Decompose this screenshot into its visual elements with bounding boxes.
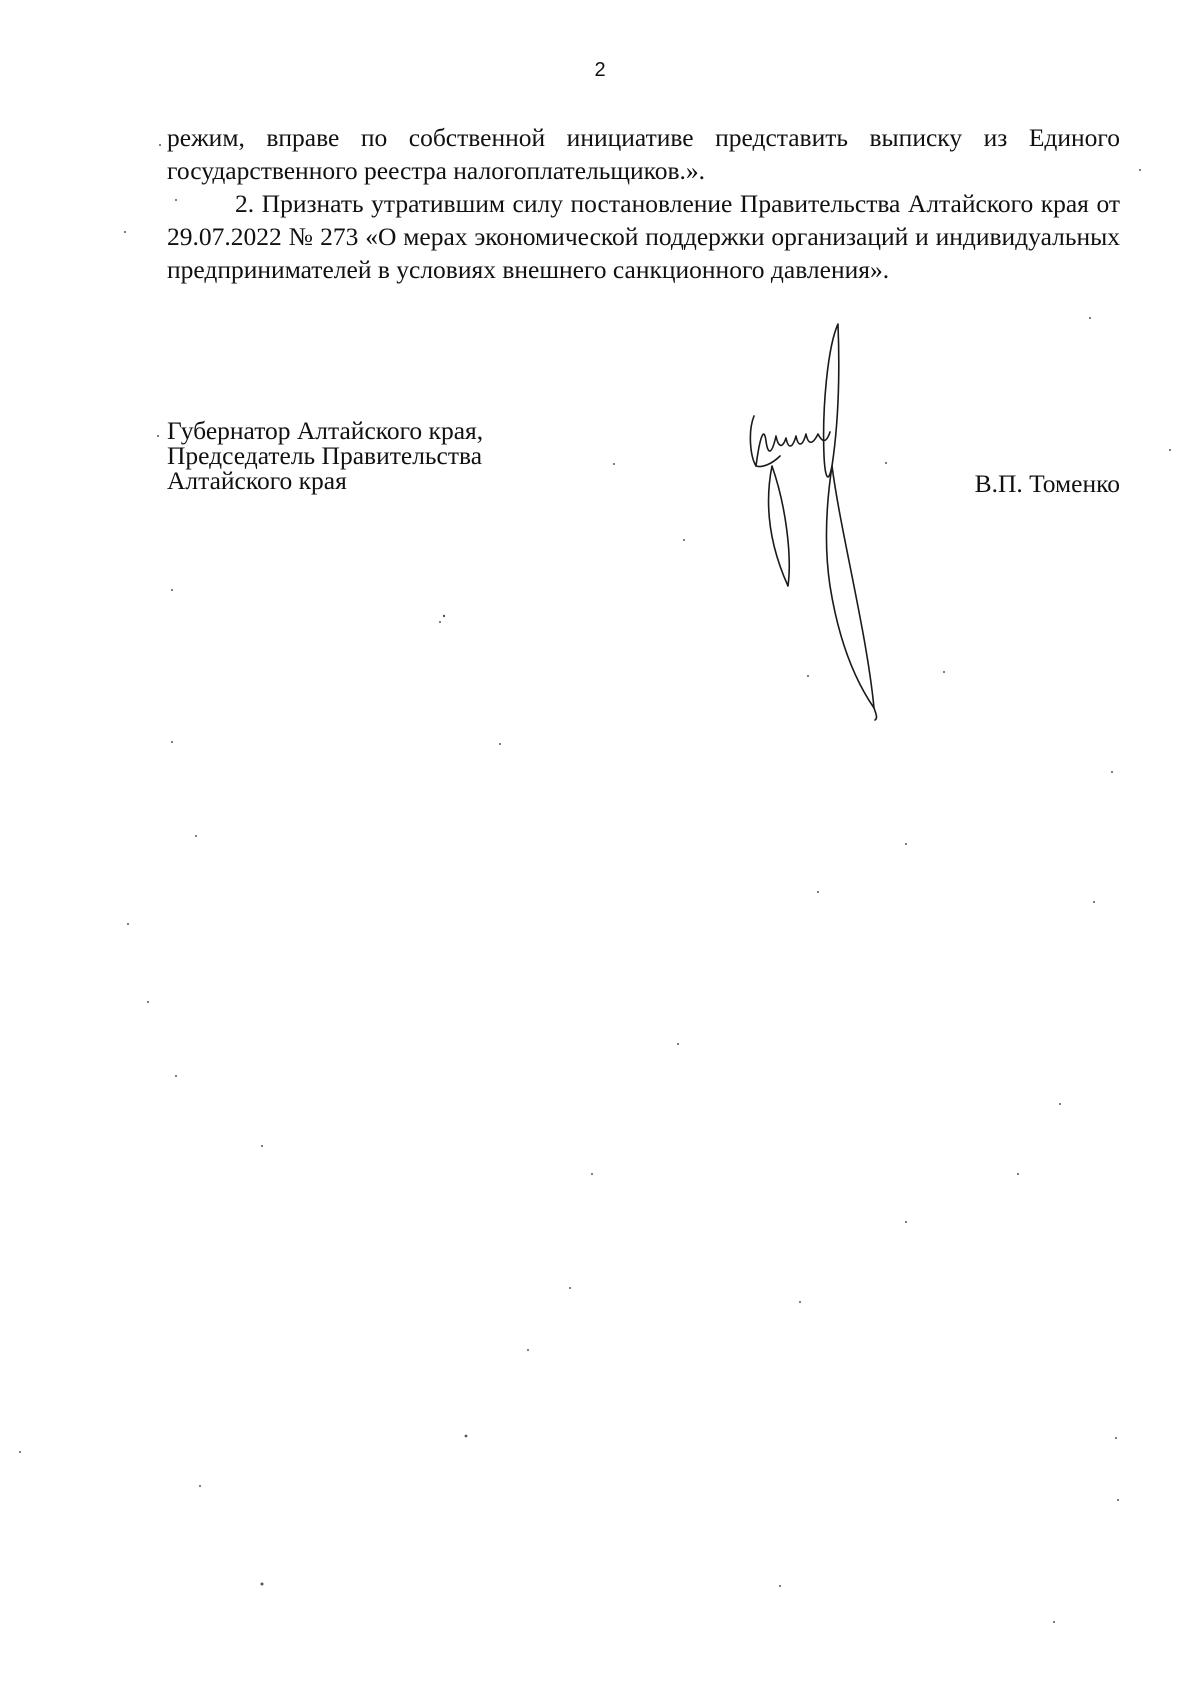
signatory-title-line: Председатель Правительства <box>167 441 483 470</box>
signatory-name: В.П. Томенко <box>974 469 1120 498</box>
document-body <box>167 121 1120 286</box>
signatory-title-line: Губернатор Алтайского края, <box>167 416 484 445</box>
paragraph-continuation: режим, вправе по собственной инициативе представить выписку из Единого государственного реестра налогоплательщиков.». <box>167 123 1120 185</box>
signatory-title <box>167 418 483 493</box>
page-number: 2 <box>594 59 606 81</box>
signatory-title-line: Алтайского края <box>167 466 347 495</box>
paragraph-item-2: 2. Признать утратившим силу постановление Правительства Алтайского края от 29.07.2022 № 273 «О мерах экономической поддержки организаций и индивидуальных предпринимателей в условиях внешнего санкционного давления». <box>167 189 1120 284</box>
handwritten-signature <box>742 316 902 726</box>
